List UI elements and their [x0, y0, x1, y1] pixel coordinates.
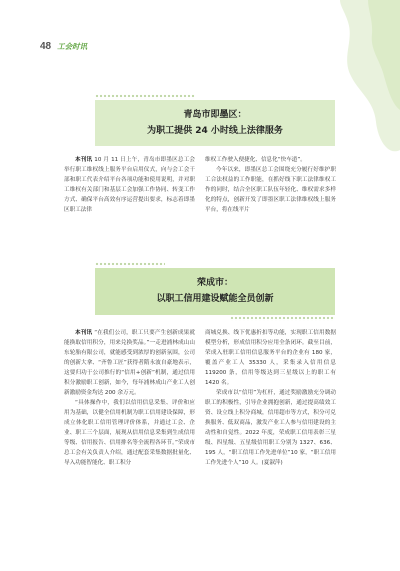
page-header — [40, 40, 87, 52]
dotted-decoration — [230, 316, 335, 321]
article-1-column-2 — [205, 155, 336, 215]
article-2-column-1 — [64, 328, 195, 468]
headline-box-1 — [95, 100, 335, 146]
headline-2-line-2: 以职工信用建设赋能全员创新 — [156, 294, 274, 304]
dotted-decoration — [95, 262, 165, 267]
byline: 本刊讯 — [75, 330, 93, 336]
headline-2-line-1: 荣成市： — [196, 278, 233, 288]
article-1-paragraph-cont: 维权工作驶入便捷化、信息化“快车道”。 — [205, 157, 306, 163]
article-2-column-2 — [205, 328, 336, 468]
article-1-paragraph: 今年以来，即墨区总工会围绕充分履行好维护职工合法权益的工作职能，在抓好线下职工法律维权工作的同时，结合全区职工队伍年轻化、维权需求多样化的特点，创新开发了即墨区职工法律维权线上服务平台，将在线平片 — [205, 167, 336, 213]
headline-box-2 — [95, 268, 335, 315]
page-number: 48 — [40, 40, 52, 52]
article-2-paragraph: “具体操作中，我们以信用信息采集、评价和应用为基础，以健全信用机制为职工信用建设保障，形成立体化职工信用管理评价体系，并通过工会、企业、职工三个层面，展现从信用信息采集到生成信用等级、信用报告、信用排名等全流程各环节。”荣成市总工会有关负责人介绍，通过配套采集数据批量化、导入功能智能化、职工积分 — [64, 400, 195, 466]
article-2-paragraph — [64, 328, 195, 398]
magazine-name: 工会时讯 — [57, 41, 88, 51]
article-1-paragraph — [64, 155, 195, 215]
article-2-paragraph: 荣成市以“信用”为杠杆，通过奖励激励充分调动职工的积极性，引导企业拥抱创新，通过提高绩效工资、设立线上积分商城，信用超市等方式，积分可兑换服务、低双商品，激发产业工人参与信用建设的主动性和自觉性。2022 年度，荣成职工信用表彰三星级、四星级、五星级信用职工分别为 1327、636、195 人，“职工信用工作先进单位”10 家，“职工信用工作先进个人”10 人。(夏淑萍) — [205, 390, 336, 466]
article-1-text: 10 月 11 日上午，青岛市即墨区总工会举行职工维权线上服务平台启用仪式，向与会工会干部和职工代表介绍平台各项功能和使用说明，并对职工维权有关部门和基层工会加强工作协同、转变工作方式、确保平台高效有序运营提出要求，标志着即墨区职工法律 — [64, 157, 195, 213]
byline: 本刊讯 — [75, 157, 93, 163]
article-1-column-1 — [64, 155, 195, 215]
article-2-text: “在我们公司，职工只要产生创新成果就能换取信用积分，用来兑换奖品。”一走进浦林成山山东轮胎有限公司，就能感受到浓厚的创新氛围，公司的创新大拿、“齐鲁工匠”获得者隋永波自豪地表示，这要归功于公司推行的“信用+创新”机制，通过信用积分激励职工创新，如今，每年浦林成山产业工人创新激励资金均达 200 余万元。 — [64, 330, 195, 396]
article-2-paragraph-cont: 商城兑换、线下优惠折扣等功能，实现职工信用数据模型分析，形成信用积分应用全条闭环。截至目前，荣成入驻职工信用信息服务平台的企业有 180 家，覆盖产业工人 35330 人，采集录入信用信息 119200 条，信用等级达到三星级以上的职工有 1420 名。 — [205, 330, 336, 386]
headline-1-line-1: 青岛市即墨区： — [183, 110, 247, 120]
headline-1-line-2: 为职工提供 24 小时线上法律服务 — [147, 126, 283, 136]
dotted-decoration — [95, 94, 195, 99]
